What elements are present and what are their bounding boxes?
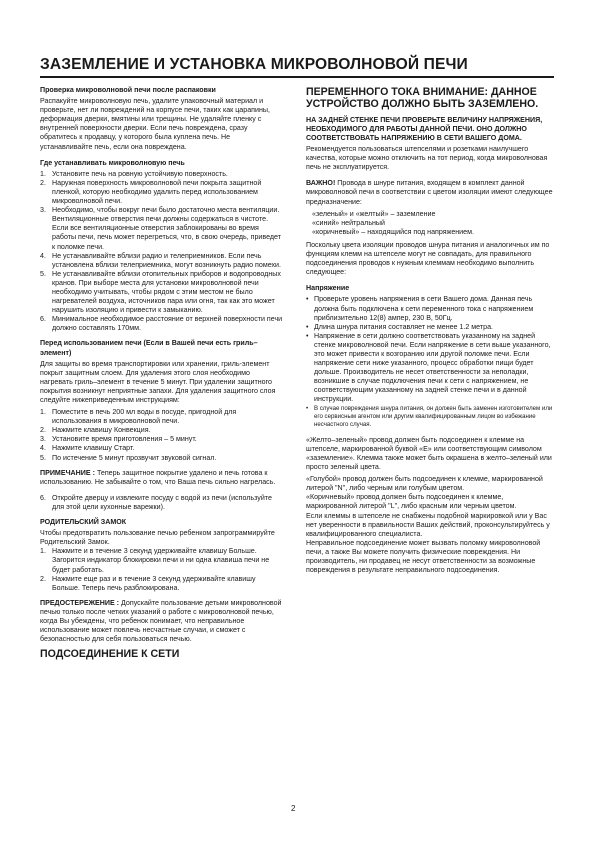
- list-item: 3. Установите время приготовления – 5 минут.: [40, 435, 197, 444]
- note-paragraph: [40, 469, 284, 487]
- ac-heading: ПЕРЕМЕННОГО ТОКА ВНИМАНИЕ: ДАННОЕ УСТРОЙСТВО ДОЛЖНО БЫТЬ ЗАЗЕМЛЕНО.: [306, 86, 539, 111]
- list-item: • Напряжение в сети должно соответствовать указанному на задней стенке микроволновой печи. Если напряжение в сети выше указанного, это может привести к возгоранию или другой поломке печи. Если напряжение сети ниже указанного, процесс обработки пищи будет дольше. Производитель не несет ответственности за неполадки, возникшие в случае подключения печи к сети с напряжением, не соответствующим указанному на задней стенке печи и в данной инструкции.: [306, 331, 551, 404]
- list-item: 3. Необходимо, чтобы вокруг печи было достаточно места вентиляции. Вентиляционные отверстия печи должны содержаться в чистоте. Если все вентиляционные отверстия заблокированы во время работы печи, печь может перегреться, что, в свою очередь, приведет к поломке печи.: [40, 206, 281, 251]
- lock-heading: РОДИТЕЛЬСКИЙ ЗАМОК: [40, 518, 127, 527]
- list-item: 6. Откройте дверцу и извлеките посуду с водой из печи (используйте для этой цели кухонные варежки).: [40, 493, 272, 511]
- green-yellow-text: «Желто–зеленый» провод должен быть подсоединен к клемме на штепселе, маркированной буквой «E» или соответствующим символом «заземление». Клемма также может быть окрашена в желто–зеленый или просто зеленый цвета.: [306, 435, 552, 472]
- note-text: Теперь защитное покрытие удалено и печь готова к использованию. Не забывайте о том, что Ваша печь сильно нагрелась.: [40, 468, 276, 486]
- lock-text: Чтобы предотвратить пользование печью ребенком запрограммируйте Родительский Замок.: [40, 529, 275, 547]
- list-item: 2. Нажмите еще раз и в течение 3 секунд удерживайте клавишу Больше. Теперь печь разблокирована.: [40, 574, 256, 592]
- wire-color-item: «синий» нейтральный: [312, 218, 385, 227]
- grill-text: Для защиты во время транспортировки или хранении, гриль-элемент покрыт защитным слоем. Для удаления этого слоя необходимо нагревать гриль–элемент в течение 5 минут. При удалении защитного покрытия возникнут неприятные запахи. Для удаления защитного слоя следуйте нижеприведенным инструкциям:: [40, 359, 276, 404]
- list-item: 5. По истечение 5 минут прозвучит звуковой сигнал.: [40, 453, 217, 462]
- connect-heading: ПОДСОЕДИНЕНИЕ К СЕТИ: [40, 648, 180, 661]
- warning-text: Допускайте пользование детьми микроволновой печью только после четких указаний о работе с микроволновой печью, когда Вы убеждены, что ребенок понимает, что неправильное использование может повлечь несчастные случаи, и сможет с безопасностью для себя пользоваться печью.: [40, 598, 282, 644]
- list-item: 1. Поместите в печь 200 мл воды в посуде, пригодной для использования в микроволновой печи.: [40, 408, 237, 426]
- unpack-text: Распакуйте микроволновую печь, удалите упаковочный материал и проверьте, нет ли повреждений на корпусе печи, таких как царапины, деформация дверки, вмятины или трещины. Не удаляйте пленку с внутренней поверхности дверки. Если печь повреждена, сразу обратитесь к продавцу, у которого была куплена печь. Не устанавливайте печь, если она повреждена.: [40, 97, 270, 151]
- doubt-text: Если клеммы в штепселе не снабжены подобной маркировкой или у Вас нет уверенности в правильности Ваших действий, проконсультируйтесь у квалифицированного специалиста.: [306, 511, 550, 538]
- wire-color-item: «зеленый» и «желтый» – заземление: [312, 209, 436, 218]
- list-item: • В случае повреждения шнура питания, он должен быть заменен изготовителем или его сервисным агентом или другим квалифицированным лицом во избежание несчастного случая.: [306, 404, 553, 429]
- wrong-connection-text: Неправильное подсоединение может вызвать поломку микроволновой печи, а также Вы можете получить физические повреждения. Ни производитель, ни продавец не несут ответственности за возможные повреждения в результате неправильного подсоединения.: [306, 538, 541, 575]
- voltage-bullets: [306, 295, 554, 429]
- blue-wire-text: «Голубой» провод должен быть подсоединен к клемме, маркированной литерой "N", либо черным или голубым цветом.: [306, 475, 543, 493]
- list-item: 1. Нажмите и в течение 3 секунд удерживайте клавишу Больше. Загорится индикатор блокировки печи и ни одна клавиша печи не будет работать.: [40, 547, 270, 574]
- list-item: 2. Нажмите клавишу Конвекция.: [40, 426, 151, 435]
- list-item: 1. Установите печь на ровную устойчивую поверхность.: [40, 169, 228, 178]
- page-number: 2: [291, 804, 296, 813]
- install-steps: [40, 170, 284, 334]
- page-title: ЗАЗЕМЛЕНИЕ И УСТАНОВКА МИКРОВОЛНОВОЙ ПЕЧИ: [40, 56, 468, 73]
- grill-heading: Перед использованием печи (Если в Вашей печи есть гриль–элемент): [40, 339, 258, 357]
- important-text: Провода в шнуре питания, входящем в комплект данной микроволновой печи в соответствии с цветом изоляции имеют следующее предназначение:: [306, 179, 553, 206]
- lock-steps: [40, 547, 284, 592]
- important-paragraph: [306, 179, 554, 206]
- list-item: 5. Не устанавливайте вблизи отопительных приборов и водопроводных кранов. При выборе места для установки микроволновой печи необходимо учитывать, чтобы рядом с этим местом не было нагревателей воздуха, источников пара или огня, так как это может нарушить изоляцию и привести к замыканию.: [40, 269, 281, 315]
- title-divider: [40, 76, 554, 78]
- list-item: 4. Нажмите клавишу Старт.: [40, 444, 135, 453]
- grill-steps: [40, 408, 284, 463]
- color-mismatch-text: Поскольку цвета изоляции проводов шнура питания и аналогичных им по функциям клемм на штепселе могут не совпадать, для правильного подсоединения проводов к нужным клеммам необходимо выполнить следующее:: [306, 240, 550, 277]
- list-item: 2. Наружная поверхность микроволновой печи покрыта защитной пленкой, которую необходимо удалить перед использованием микроволновой печи.: [40, 178, 262, 206]
- list-item: 4. Не устанавливайте вблизи радио и телеприемников. Если печь установлена вблизи телеприемника, могут возникнуть радио помехи.: [40, 251, 281, 269]
- important-label: ВАЖНО!: [306, 179, 336, 188]
- list-item: 6. Минимальное необходимое расстояние от верхней поверхности печи должно составлять 170мм.: [40, 315, 283, 333]
- unpack-heading: Проверка микроволновой печи после распаковки: [40, 86, 216, 94]
- remove-water-step: [40, 494, 284, 512]
- left-column: [40, 86, 284, 659]
- list-item: • Проверьте уровень напряжения в сети Вашего дома. Данная печь должна быть подключена к сети переменного тока с напряжением приблизительно 12(8) ампер, 230 В, 50Гц.: [306, 295, 534, 322]
- install-heading: Где устанавливать микроволновую печь: [40, 158, 185, 167]
- list-item: • Длина шнура питания составляет не менее 1.2 метра.: [306, 322, 493, 331]
- wire-color-item: «коричневый» – находящийся под напряжением.: [312, 227, 474, 236]
- note-label: ПРИМЕЧАНИЕ :: [40, 468, 95, 477]
- voltage-heading: Напряжение: [306, 284, 350, 293]
- right-column: [306, 86, 554, 575]
- brown-wire-text: «Коричневый» провод должен быть подсоединен к клемме, маркированной литерой "L", либо красным или черным цветом.: [306, 493, 517, 511]
- warning-label: ПРЕДОСТЕРЕЖЕНИЕ :: [40, 598, 120, 607]
- ac-text: Рекомендуется пользоваться штепселями и розетками наилучшего качества, которые можно отключить на тот период, когда микроволновая печь не эксплуатируется.: [306, 145, 548, 172]
- warning-paragraph: [40, 599, 284, 644]
- ac-caps-warning: НА ЗАДНЕЙ СТЕНКЕ ПЕЧИ ПРОВЕРЬТЕ ВЕЛИЧИНУ НАПРЯЖЕНИЯ, НЕОБХОДИМОГО ДЛЯ РАБОТЫ ДАННОЙ ПЕЧИ. ОНО ДОЛЖНО СООТВЕТСТВОВАТЬ НАПРЯЖЕНИЮ В СЕТИ ВАШЕГО ДОМА.: [306, 115, 543, 142]
